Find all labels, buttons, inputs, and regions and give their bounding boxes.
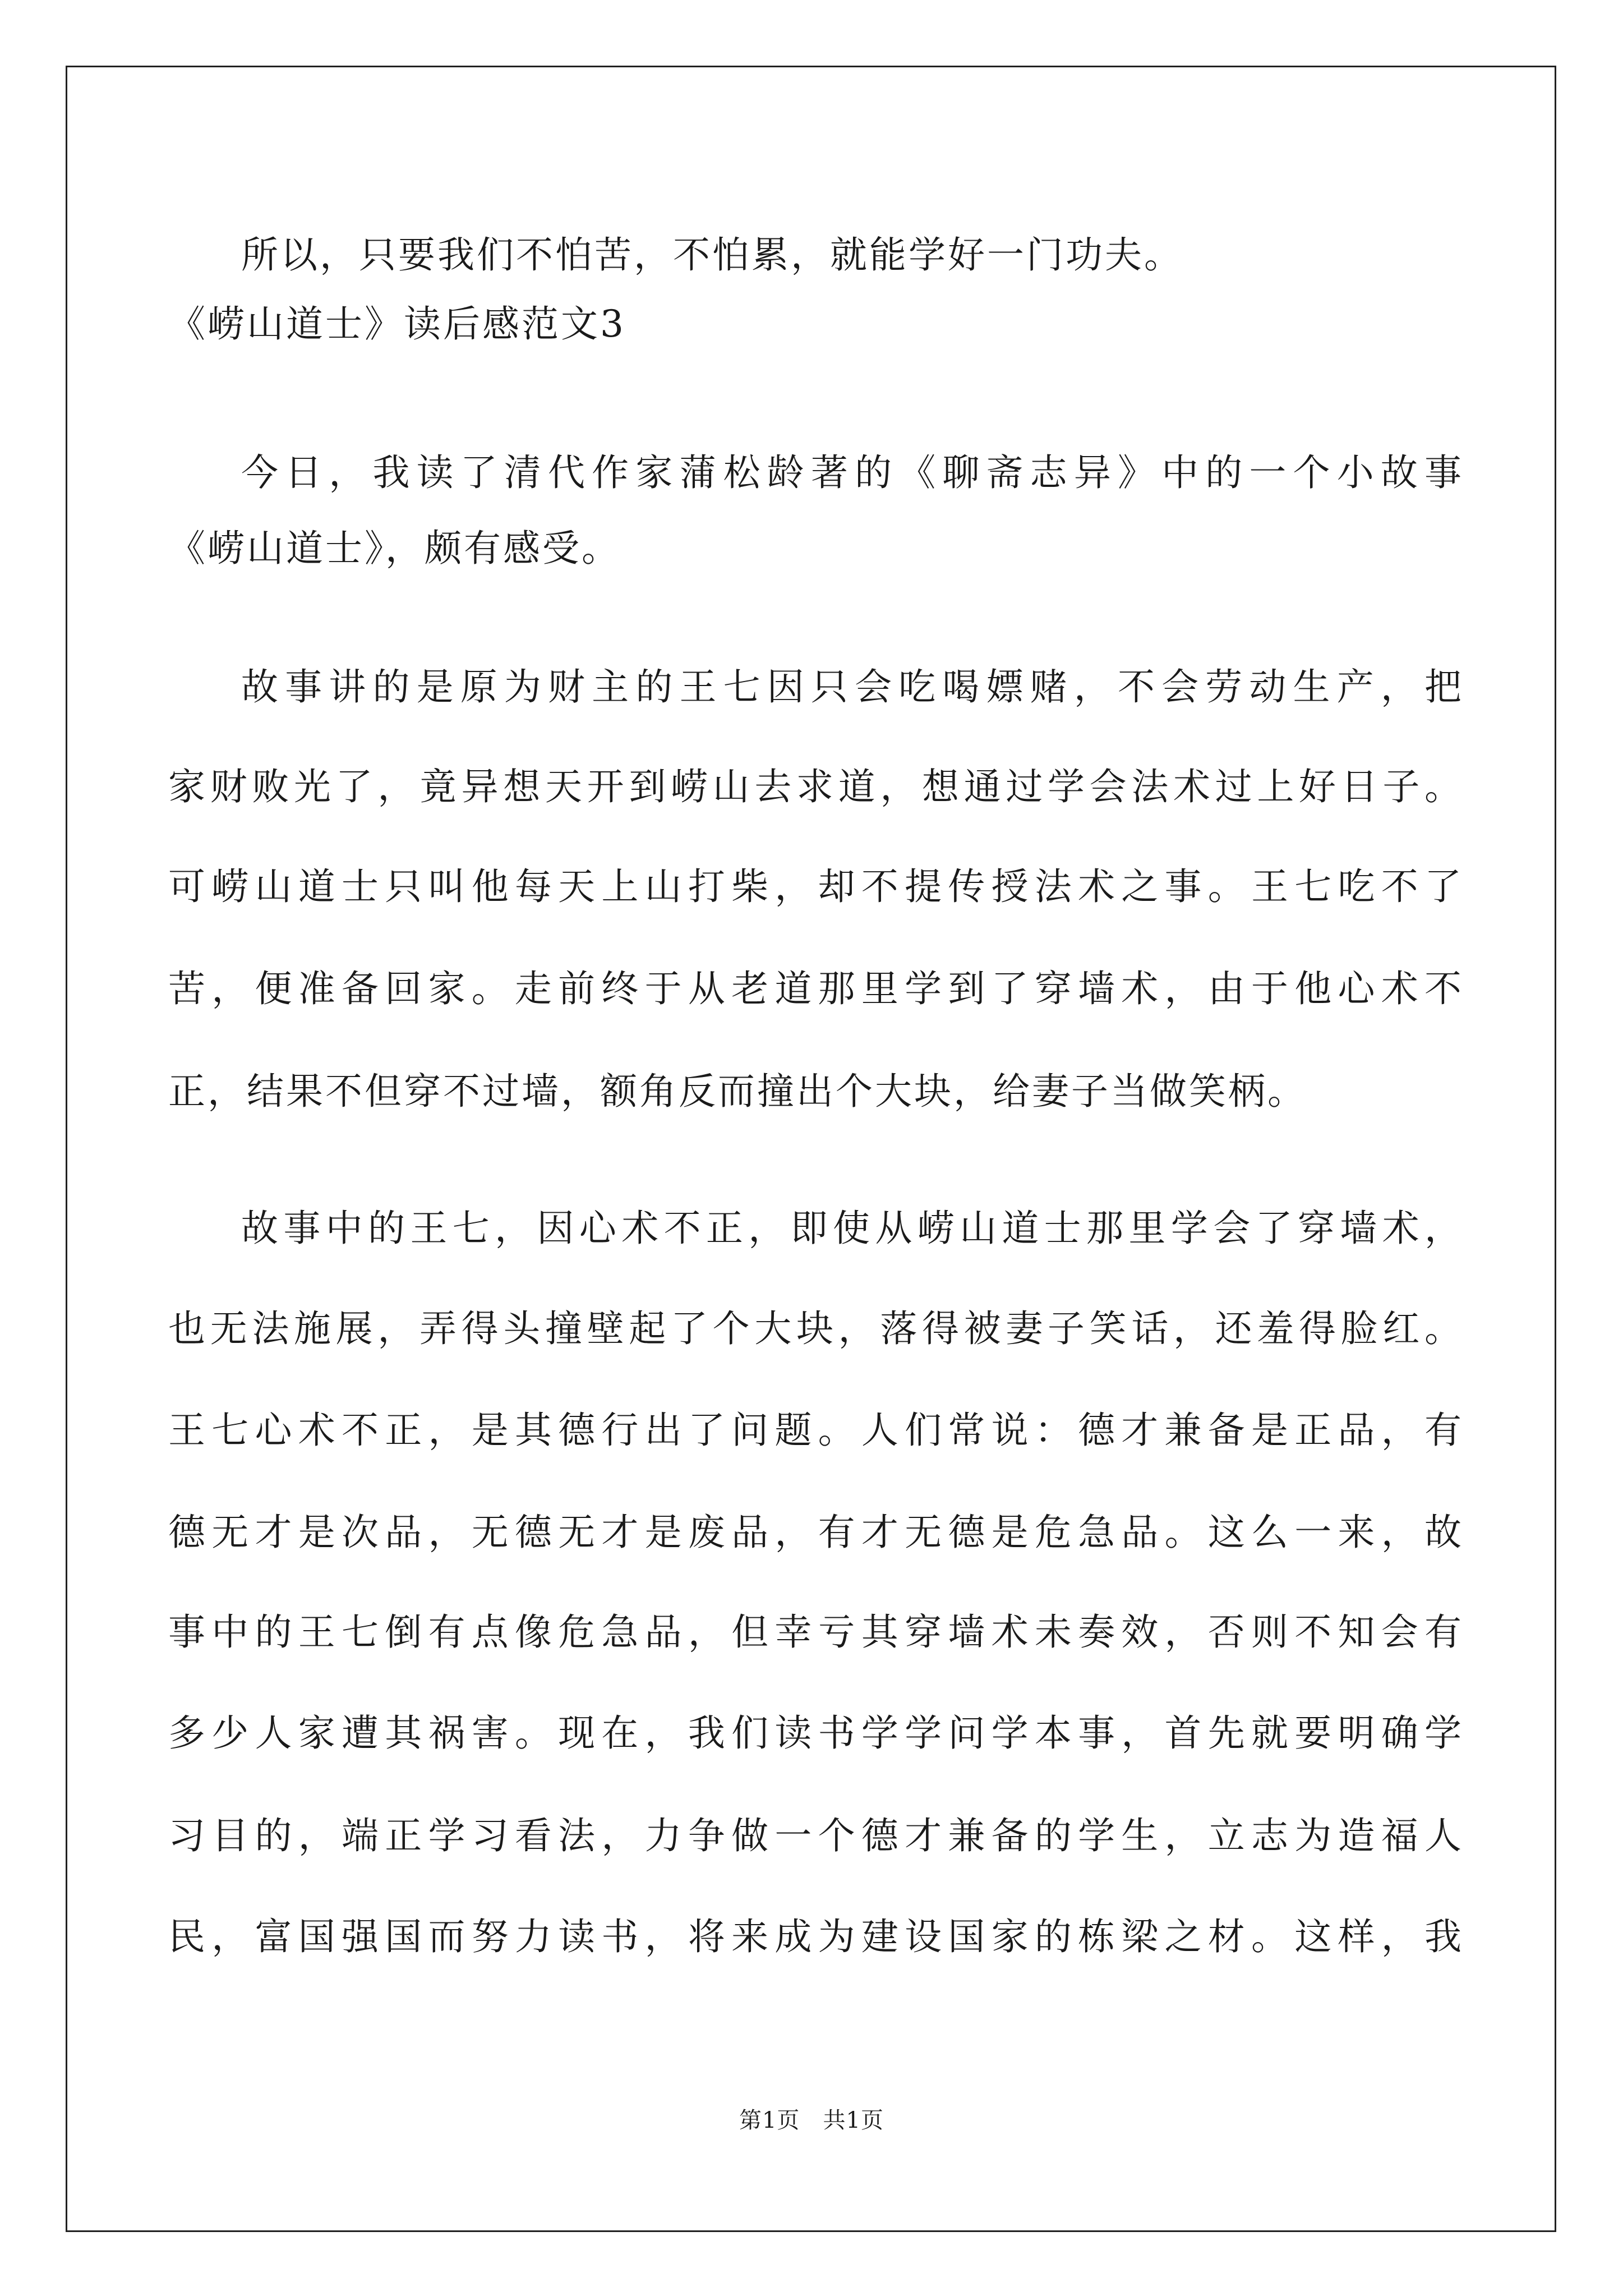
paragraph-line: 正，结果不但穿不过墙，额角反而撞出个大块，给妻子当做笑柄。	[168, 1070, 1307, 1113]
paragraph-line: 《崂山道士》，颇有感受。	[168, 527, 621, 570]
paragraph-line: 今日，我读了清代作家蒲松龄著的《聊斋志异》中的一个小故事	[241, 451, 1464, 494]
paragraph-line: 多少人家遭其祸害。现在，我们读书学学问学本事，首先就要明确学	[168, 1711, 1464, 1755]
paragraph-line: 德无才是次品，无德无才是废品，有才无德是危急品。这么一来，故	[168, 1511, 1464, 1554]
paragraph-line: 事中的王七倒有点像危急品，但幸亏其穿墙术未奏效，否则不知会有	[168, 1611, 1464, 1654]
page-number-footer: 第1页 共1页	[739, 2108, 884, 2133]
paragraph-line: 家财败光了，竟异想天开到崂山去求道，想通过学会法术过上好日子。	[168, 765, 1464, 808]
paragraph-line: 所以，只要我们不怕苦，不怕累，就能学好一门功夫。	[241, 233, 1183, 277]
paragraph-line: 习目的，端正学习看法，力争做一个德才兼备的学生，立志为造福人	[168, 1814, 1464, 1857]
section-heading: 《崂山道士》读后感范文3	[168, 302, 626, 346]
paragraph-line: 可崂山道士只叫他每天上山打柴，却不提传授法术之事。王七吃不了	[168, 865, 1464, 908]
paragraph-line: 苦，便准备回家。走前终于从老道那里学到了穿墙术，由于他心术不	[168, 967, 1464, 1010]
page-border	[66, 66, 1556, 2232]
paragraph-line: 民，富国强国而努力读书，将来成为建设国家的栋梁之材。这样，我	[168, 1915, 1464, 1958]
paragraph-line: 故事讲的是原为财主的王七因只会吃喝嫖赌，不会劳动生产，把	[241, 665, 1464, 708]
paragraph-line: 故事中的王七，因心术不正，即使从崂山道士那里学会了穿墙术，	[241, 1207, 1464, 1250]
paragraph-line: 王七心术不正，是其德行出了问题。人们常说：德才兼备是正品，有	[168, 1409, 1464, 1452]
paragraph-line: 也无法施展，弄得头撞壁起了个大块，落得被妻子笑话，还羞得脸红。	[168, 1307, 1464, 1350]
